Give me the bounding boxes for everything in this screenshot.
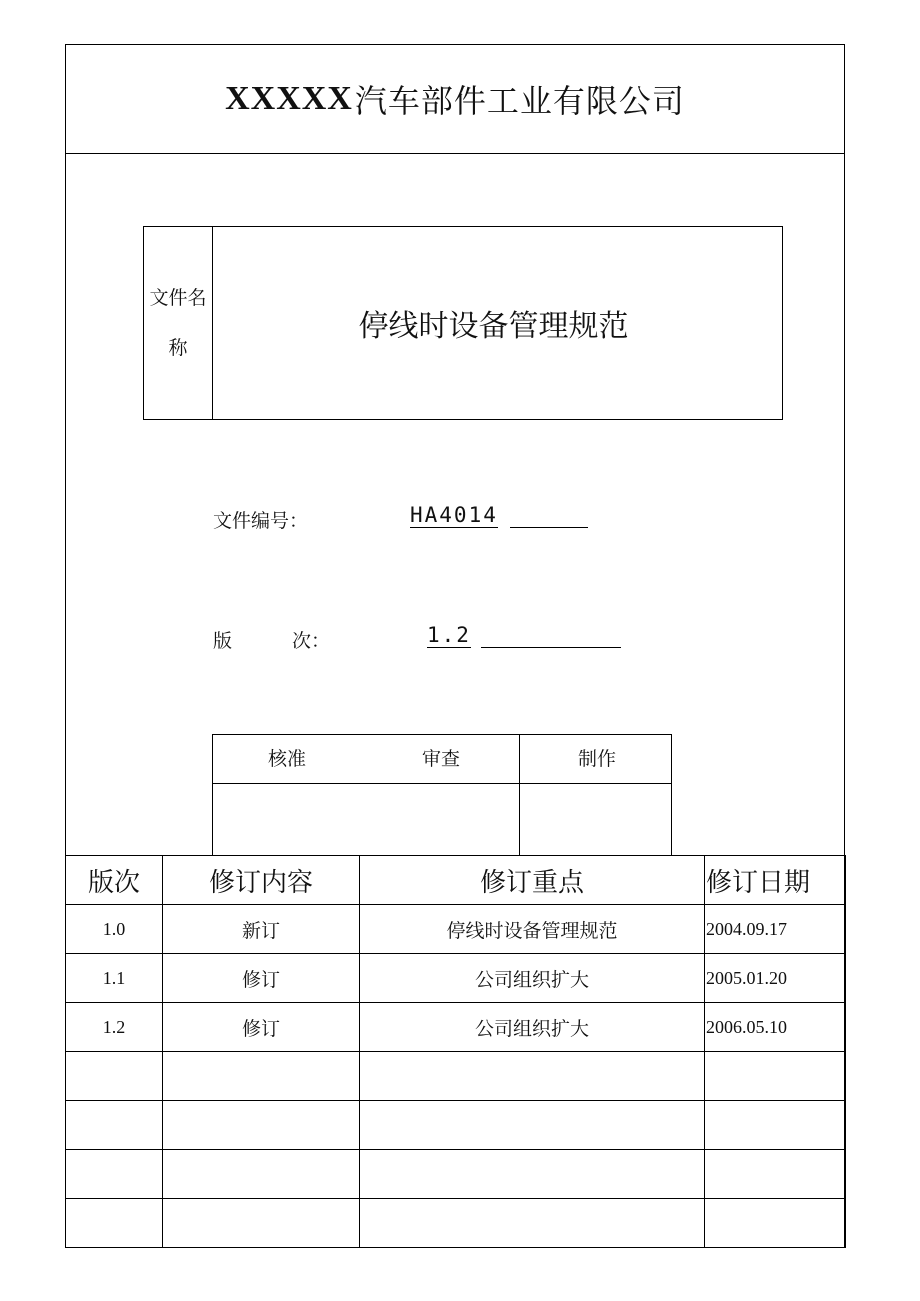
- row-content: [163, 1199, 360, 1248]
- table-row: [66, 1052, 846, 1101]
- row-content: 修订: [163, 1003, 360, 1052]
- row-version: [66, 1150, 163, 1199]
- row-date: [705, 1101, 846, 1150]
- document-name-box: [143, 226, 783, 420]
- row-content: 修订: [163, 954, 360, 1003]
- row-content: 新订: [163, 905, 360, 954]
- row-date: 2005.01.20: [705, 954, 846, 1003]
- version-label-b: 次：: [292, 630, 331, 652]
- row-focus: [360, 1101, 705, 1150]
- table-row: [66, 954, 846, 1003]
- row-version: [66, 1101, 163, 1150]
- document-name-value: 停线时设备管理规范: [358, 309, 629, 344]
- company-title: [65, 44, 845, 154]
- row-version: [66, 1199, 163, 1248]
- row-date: [705, 1150, 846, 1199]
- document-number-value: HA4014: [410, 503, 498, 527]
- table-row: [66, 1150, 846, 1199]
- row-content: [163, 1052, 360, 1101]
- revision-header-row: [66, 856, 846, 905]
- row-focus: 停线时设备管理规范: [360, 905, 705, 954]
- header-version: 版次: [66, 856, 163, 905]
- row-version: 1.0: [66, 905, 163, 954]
- row-date: [705, 1199, 846, 1248]
- approve-header: 核准: [267, 748, 306, 770]
- version-label-a: 版: [213, 630, 233, 652]
- version-blank: [481, 625, 621, 648]
- row-focus: 公司组织扩大: [360, 1003, 705, 1052]
- row-focus: [360, 1199, 705, 1248]
- table-row: [66, 905, 846, 954]
- company-prefix: XXXXX: [225, 79, 353, 117]
- row-version: [66, 1052, 163, 1101]
- row-version: 1.1: [66, 954, 163, 1003]
- row-version: 1.2: [66, 1003, 163, 1052]
- document-number-blank: [510, 505, 588, 528]
- header-date: 修订日期: [705, 856, 846, 905]
- table-row: [66, 1003, 846, 1052]
- header-content: 修订内容: [163, 856, 360, 905]
- row-content: [163, 1101, 360, 1150]
- row-date: 2004.09.17: [705, 905, 846, 954]
- row-focus: 公司组织扩大: [360, 954, 705, 1003]
- company-name: 汽车部件工业有限公司: [354, 81, 685, 120]
- document-name-label: 文件名称: [144, 227, 213, 419]
- review-header: 审查: [421, 748, 460, 770]
- row-date: 2006.05.10: [705, 1003, 846, 1052]
- approval-divider: [519, 735, 520, 856]
- header-focus: 修订重点: [360, 856, 705, 905]
- table-row: [66, 1199, 846, 1248]
- table-row: [66, 1101, 846, 1150]
- version-value: 1.2: [427, 623, 471, 647]
- row-content: [163, 1150, 360, 1199]
- document-number-label: 文件编号：: [213, 510, 309, 532]
- row-date: [705, 1052, 846, 1101]
- row-focus: [360, 1150, 705, 1199]
- document-number-field: [410, 503, 588, 528]
- approval-table: [212, 734, 672, 856]
- version-field: [427, 623, 621, 648]
- revision-table: [65, 855, 846, 1248]
- row-focus: [360, 1052, 705, 1101]
- make-header: 制作: [577, 748, 616, 770]
